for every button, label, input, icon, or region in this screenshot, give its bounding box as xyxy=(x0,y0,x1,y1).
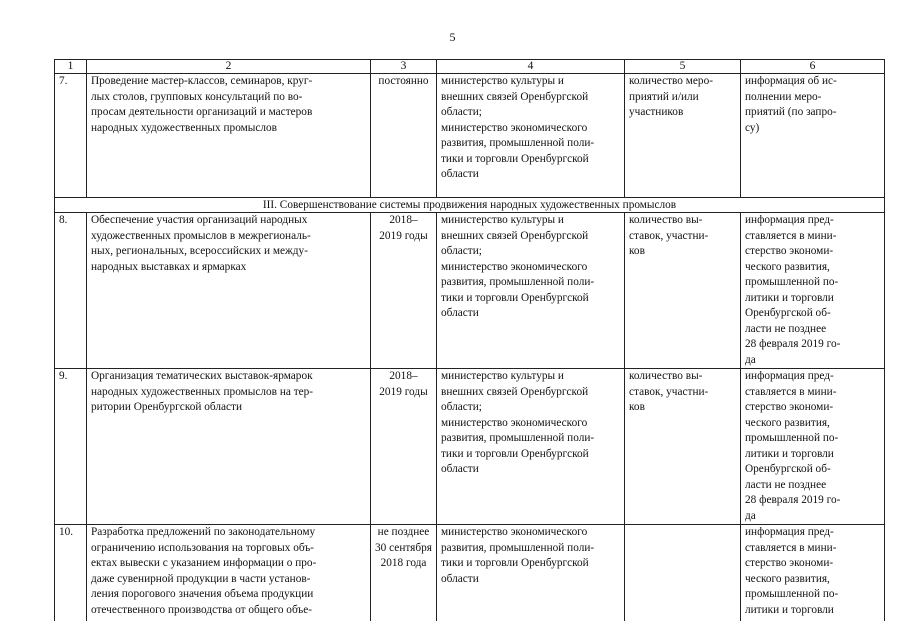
event-line: ектах вывески с указанием информации о про- xyxy=(91,557,317,569)
executor-line: внешних связей Оренбургской xyxy=(441,90,589,103)
indicator-line: количество меро- xyxy=(629,75,713,87)
indicator-cell xyxy=(625,213,741,369)
indicator-cell xyxy=(625,74,741,198)
executor-cell xyxy=(437,74,625,198)
executor-line: министерство культуры и xyxy=(441,370,564,382)
report-line: информация пред- xyxy=(745,214,834,226)
term-line: не позднее xyxy=(377,526,430,538)
event-cell xyxy=(87,369,371,525)
term-line: постоянно xyxy=(378,75,429,87)
report-line: промышленной по- xyxy=(745,588,839,600)
report-line: Оренбургской об- xyxy=(745,463,831,475)
report-cell xyxy=(741,213,885,369)
executor-line: области xyxy=(441,168,479,180)
event-cell xyxy=(87,213,371,369)
term-cell xyxy=(371,525,437,621)
event-line: Разработка предложений по законодательному xyxy=(91,526,316,538)
executor-line: министерство культуры и xyxy=(441,214,564,226)
event-cell xyxy=(87,525,371,621)
row-number: 9. xyxy=(55,369,87,525)
executor-line: развития, промышленной поли- xyxy=(441,276,595,288)
event-line: художественных промыслов в межрегиональ- xyxy=(91,229,311,242)
executor-line: тики и торговли Оренбургской xyxy=(441,291,589,304)
event-line: ных, региональных, всероссийских и между- xyxy=(91,245,308,257)
indicator-line: количество вы- xyxy=(629,370,703,382)
plan-table xyxy=(54,59,885,621)
indicator-cell xyxy=(625,369,741,525)
report-line: промышленной по- xyxy=(745,432,839,444)
report-line: ставляется в мини- xyxy=(745,385,837,398)
executor-line: тики и торговли Оренбургской xyxy=(441,557,589,569)
indicator-line: ставок, участни- xyxy=(629,385,709,398)
term-line: 30 сентября xyxy=(375,541,432,554)
report-line: ческого развития, xyxy=(745,260,830,273)
report-line: информация об ис- xyxy=(745,75,837,87)
table-row xyxy=(55,525,885,621)
executor-line: развития, промышленной поли- xyxy=(441,432,595,444)
event-line: народных художественных промыслов xyxy=(91,121,277,134)
executor-line: области xyxy=(441,572,479,585)
executor-line: тики и торговли Оренбургской xyxy=(441,447,589,460)
table-header-row xyxy=(55,60,885,74)
term-cell xyxy=(371,213,437,369)
report-cell xyxy=(741,525,885,621)
page-number: 5 xyxy=(449,30,456,44)
indicator-cell xyxy=(625,525,741,621)
section-heading: III. Совершенствование системы продвижения народных художественных промыслов xyxy=(55,198,885,213)
term-line: 2018 года xyxy=(380,557,427,569)
section-heading-row xyxy=(55,198,885,213)
executor-line: министерство экономического xyxy=(441,416,588,429)
report-line: ставляется в мини- xyxy=(745,541,837,554)
report-line: информация пред- xyxy=(745,526,834,538)
report-line: литики и торговли xyxy=(745,603,834,616)
indicator-line: приятий и/или xyxy=(629,90,699,103)
executor-line: области; xyxy=(441,245,482,257)
row-number: 8. xyxy=(55,213,87,369)
term-cell xyxy=(371,369,437,525)
header-col-5: 5 xyxy=(625,60,741,74)
indicator-line: участников xyxy=(629,106,684,118)
executor-line: развития, промышленной поли- xyxy=(441,541,595,554)
report-cell xyxy=(741,369,885,525)
header-col-3: 3 xyxy=(371,60,437,74)
event-line: отечественного производства от общего объе- xyxy=(91,603,313,616)
table-row xyxy=(55,213,885,369)
executor-cell xyxy=(437,369,625,525)
event-line: просам деятельности организаций и мастеров xyxy=(91,106,313,118)
indicator-line: ков xyxy=(629,245,645,257)
executor-line: области; xyxy=(441,106,482,118)
term-line: 2019 годы xyxy=(379,229,428,242)
table-row xyxy=(55,74,885,198)
executor-line: внешних связей Оренбургской xyxy=(441,229,589,242)
executor-line: министерство экономического xyxy=(441,260,588,273)
report-cell xyxy=(741,74,885,198)
term-line: 2019 годы xyxy=(379,385,428,398)
header-col-2: 2 xyxy=(87,60,371,74)
report-line: полнении меро- xyxy=(745,90,822,103)
header-col-1: 1 xyxy=(55,60,87,74)
header-col-6: 6 xyxy=(741,60,885,74)
event-line: ритории Оренбургской области xyxy=(91,401,243,413)
executor-cell xyxy=(437,213,625,369)
report-line: стерство экономи- xyxy=(745,401,834,413)
event-line: ления порогового значения объема продукции xyxy=(91,588,314,600)
report-line: литики и торговли xyxy=(745,291,834,304)
row-number: 7. xyxy=(55,74,87,198)
executor-line: развития, промышленной поли- xyxy=(441,137,595,149)
table-row xyxy=(55,369,885,525)
indicator-line: ков xyxy=(629,401,645,413)
report-line: да xyxy=(745,353,756,366)
executor-line: министерство экономического xyxy=(441,526,588,538)
row-number: 10. xyxy=(55,525,87,621)
event-line: даже сувенирной продукции в части установ- xyxy=(91,572,311,585)
term-cell xyxy=(371,74,437,198)
executor-line: области xyxy=(441,463,479,475)
report-line: ческого развития, xyxy=(745,416,830,429)
report-line: су) xyxy=(745,121,760,134)
report-line: ческого развития, xyxy=(745,572,830,585)
executor-line: тики и торговли Оренбургской xyxy=(441,152,589,165)
report-line: ласти не позднее xyxy=(745,322,827,335)
executor-line: внешних связей Оренбургской xyxy=(441,385,589,398)
executor-line: министерство экономического xyxy=(441,121,588,134)
report-line: да xyxy=(745,509,756,522)
event-line: Проведение мастер-классов, семинаров, круг- xyxy=(91,75,313,87)
report-line: 28 февраля 2019 го- xyxy=(745,338,841,350)
report-line: информация пред- xyxy=(745,370,834,382)
event-cell xyxy=(87,74,371,198)
indicator-line: количество вы- xyxy=(629,214,703,226)
report-line: 28 февраля 2019 го- xyxy=(745,494,841,506)
event-line: Обеспечение участия организаций народных xyxy=(91,214,308,226)
executor-line: области xyxy=(441,307,479,319)
event-line: народных выставках и ярмарках xyxy=(91,260,247,273)
indicator-line: ставок, участни- xyxy=(629,229,709,242)
report-line: промышленной по- xyxy=(745,276,839,288)
report-line: Оренбургской об- xyxy=(745,307,831,319)
executor-line: министерство культуры и xyxy=(441,75,564,87)
event-line: лых столов, групповых консультаций по во- xyxy=(91,90,303,103)
executor-cell xyxy=(437,525,625,621)
term-line: 2018– xyxy=(389,370,418,382)
report-line: приятий (по запро- xyxy=(745,106,837,118)
header-col-4: 4 xyxy=(437,60,625,74)
report-line: литики и торговли xyxy=(745,447,834,460)
event-line: Организация тематических выставок-ярмарок xyxy=(91,370,313,382)
report-line: стерство экономи- xyxy=(745,557,834,569)
event-line: ограничению использования на торговых объ- xyxy=(91,541,314,554)
term-line: 2018– xyxy=(389,214,418,226)
executor-line: области; xyxy=(441,401,482,413)
report-line: стерство экономи- xyxy=(745,245,834,257)
report-line: ставляется в мини- xyxy=(745,229,837,242)
report-line: ласти не позднее xyxy=(745,478,827,491)
event-line: народных художественных промыслов на тер- xyxy=(91,385,314,398)
